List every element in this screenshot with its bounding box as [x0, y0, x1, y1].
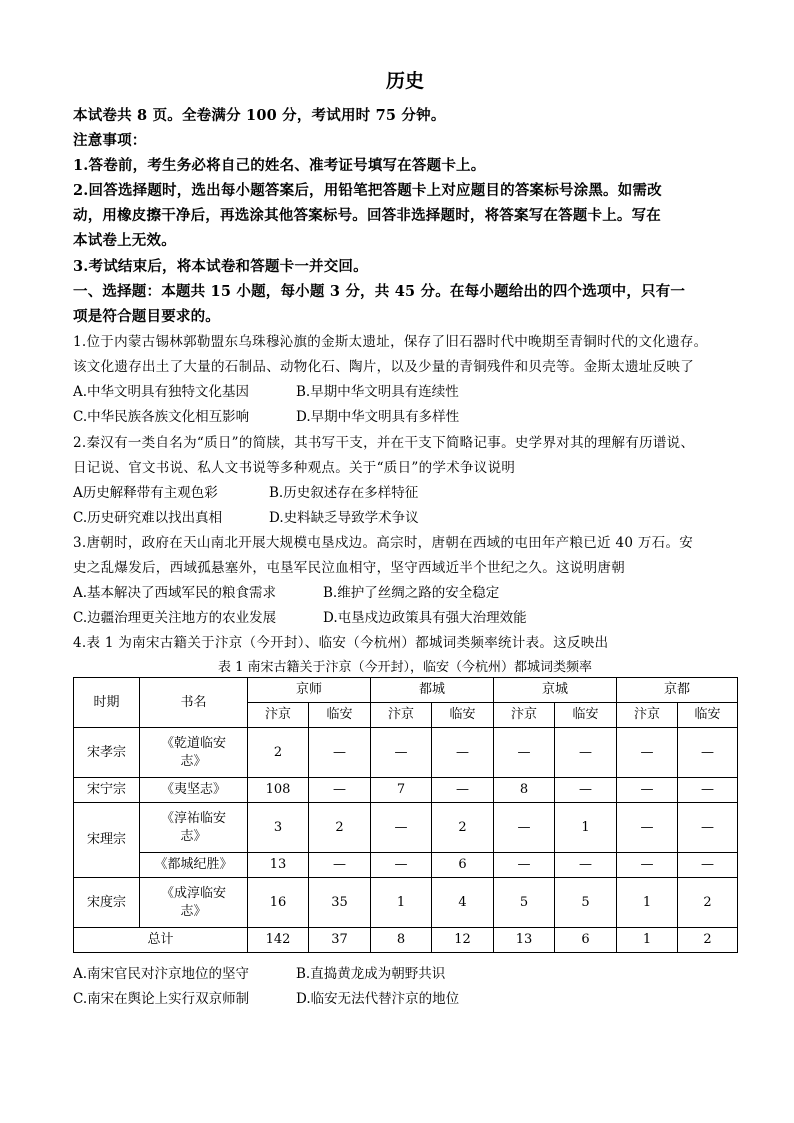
header-city: 汴京 — [371, 703, 432, 728]
value-cell: 2 — [309, 803, 371, 853]
total-cell: 37 — [309, 928, 371, 953]
book-cell: 《都城纪胜》 — [140, 853, 248, 878]
question-4-stem: 4.表 1 为南宋古籍关于汴京（今开封）、临安（今杭州）都城词类频率统计表。这反映出 — [73, 635, 609, 651]
value-cell: — — [555, 778, 617, 803]
value-cell: 2 — [432, 803, 494, 853]
value-cell: — — [617, 803, 678, 853]
total-cell: 2 — [678, 928, 738, 953]
book-cell: 《成淳临安 志》 — [140, 878, 248, 928]
question-2-option-d[interactable]: D.史料缺乏导致学术争议 — [269, 510, 419, 526]
header-city: 临安 — [432, 703, 494, 728]
frequency-table — [73, 677, 738, 953]
value-cell: 2 — [248, 728, 309, 778]
question-1-option-c[interactable]: C.中华民族各族文化相互影响 — [73, 409, 250, 425]
value-cell: — — [309, 728, 371, 778]
note-line: 2.回答选择题时，选出每小题答案后，用铅笔把答题卡上对应题目的答案标号涂黑。如需改 — [73, 182, 662, 199]
question-3-option-a[interactable]: A.基本解决了西域军民的粮食需求 — [73, 585, 277, 601]
value-cell: 6 — [432, 853, 494, 878]
value-cell: — — [617, 853, 678, 878]
value-cell: 35 — [309, 878, 371, 928]
question-1-stem: 1.位于内蒙古锡林郭勒盟东乌珠穆沁旗的金斯太遗址，保存了旧石器时代中晚期至青铜时代的文化遗存。 — [73, 334, 708, 350]
book-cell: 《乾道临安 志》 — [140, 728, 248, 778]
period-cell: 宋宁宗 — [74, 778, 140, 803]
question-4-option-d[interactable]: D.临安无法代替汴京的地位 — [296, 991, 460, 1007]
header-group: 京城 — [494, 678, 617, 703]
value-cell: — — [617, 728, 678, 778]
table-row — [74, 728, 738, 778]
question-3-option-c[interactable]: C.边疆治理更关注地方的农业发展 — [73, 610, 277, 626]
value-cell: 2 — [678, 878, 738, 928]
question-2-option-b[interactable]: B.历史叙述存在多样特征 — [269, 485, 419, 501]
value-cell: 4 — [432, 878, 494, 928]
total-label: 总计 — [74, 928, 248, 953]
note-line: 本试卷上无效。 — [73, 232, 176, 249]
question-3-stem: 3.唐朝时，政府在天山南北开展大规模屯垦戍边。高宗时，唐朝在西域的屯田年产粮已近 40 万石。安 — [73, 535, 694, 551]
period-cell: 宋理宗 — [74, 803, 140, 878]
value-cell: — — [555, 853, 617, 878]
value-cell: — — [494, 853, 555, 878]
question-3-option-b[interactable]: B.维护了丝绸之路的安全稳定 — [323, 585, 500, 601]
value-cell: — — [432, 728, 494, 778]
question-1-stem: 该文化遗存出土了大量的石制品、动物化石、陶片，以及少量的青铜残件和贝壳等。金斯太遗址反映了 — [73, 359, 694, 375]
value-cell: — — [371, 853, 432, 878]
value-cell: — — [678, 803, 738, 853]
value-cell: 1 — [371, 878, 432, 928]
value-cell: — — [494, 803, 555, 853]
value-cell: — — [371, 728, 432, 778]
total-cell: 142 — [248, 928, 309, 953]
book-cell: 《夷坚志》 — [140, 778, 248, 803]
value-cell: 8 — [494, 778, 555, 803]
question-2-option-c[interactable]: C.历史研究难以找出真相 — [73, 510, 223, 526]
table-row — [74, 853, 738, 878]
value-cell: — — [678, 853, 738, 878]
header-city: 临安 — [309, 703, 371, 728]
value-cell: 1 — [555, 803, 617, 853]
exam-info: 本试卷共 8 页。全卷满分 100 分，考试用时 75 分钟。 — [73, 107, 446, 124]
book-cell: 《淳祐临安 志》 — [140, 803, 248, 853]
header-city: 汴京 — [248, 703, 309, 728]
table-row — [74, 803, 738, 853]
value-cell: 108 — [248, 778, 309, 803]
value-cell: — — [371, 803, 432, 853]
note-line: 3.考试结束后，将本试卷和答题卡一并交回。 — [73, 258, 368, 275]
value-cell: 5 — [555, 878, 617, 928]
section-title: 一、选择题：本题共 15 小题，每小题 3 分，共 45 分。在每小题给出的四个选项中，只有一 — [73, 283, 686, 300]
value-cell: — — [678, 778, 738, 803]
header-city: 临安 — [555, 703, 617, 728]
table-row — [74, 878, 738, 928]
total-cell: 6 — [555, 928, 617, 953]
value-cell: — — [678, 728, 738, 778]
value-cell: — — [555, 728, 617, 778]
period-cell: 宋度宗 — [74, 878, 140, 928]
question-2-stem: 2.秦汉有一类自名为“质日”的简牍，其书写干支，并在干支下简略记事。史学界对其的理解有历谱说、 — [73, 435, 695, 451]
notice-title: 注意事项： — [73, 132, 147, 149]
table-row — [74, 778, 738, 803]
value-cell: 13 — [248, 853, 309, 878]
total-cell: 8 — [371, 928, 432, 953]
value-cell: 7 — [371, 778, 432, 803]
value-cell: — — [432, 778, 494, 803]
section-title-cont: 项是符合题目要求的。 — [73, 308, 220, 325]
header-group: 都城 — [371, 678, 494, 703]
value-cell: — — [617, 778, 678, 803]
header-city: 汴京 — [617, 703, 678, 728]
question-4-option-a[interactable]: A.南宋官民对汴京地位的坚守 — [73, 966, 250, 982]
question-1-option-b[interactable]: B.早期中华文明具有连续性 — [296, 384, 459, 400]
value-cell: 5 — [494, 878, 555, 928]
header-period: 时期 — [74, 678, 140, 728]
header-group: 京师 — [248, 678, 371, 703]
total-cell: 1 — [617, 928, 678, 953]
value-cell: 3 — [248, 803, 309, 853]
header-book: 书名 — [140, 678, 248, 728]
header-city: 汴京 — [494, 703, 555, 728]
question-3-option-d[interactable]: D.屯垦戍边政策具有强大治理效能 — [323, 610, 527, 626]
value-cell: 1 — [617, 878, 678, 928]
page-title: 历史 — [385, 70, 424, 92]
header-city: 临安 — [678, 703, 738, 728]
question-2-option-a[interactable]: A历史解释带有主观色彩 — [73, 485, 218, 501]
question-3-stem: 史之乱爆发后，西域孤悬塞外，屯垦军民泣血相守，坚守西域近半个世纪之久。这说明唐朝 — [73, 560, 625, 576]
note-line: 1.答卷前，考生务必将自己的姓名、准考证号填写在答题卡上。 — [73, 157, 486, 174]
question-2-stem: 日记说、官文书说、私人文书说等多种观点。关于“质日”的学术争议说明 — [73, 460, 516, 476]
table-caption: 表 1 南宋古籍关于汴京（今开封），临安（今杭州）都城词类频率 — [217, 660, 593, 675]
total-cell: 12 — [432, 928, 494, 953]
period-cell: 宋孝宗 — [74, 728, 140, 778]
note-line: 动，用橡皮擦干净后，再选涂其他答案标号。回答非选择题时，将答案写在答题卡上。写在 — [73, 207, 661, 224]
value-cell: — — [309, 853, 371, 878]
question-4-option-c[interactable]: C.南宋在舆论上实行双京师制 — [73, 991, 250, 1007]
value-cell: — — [494, 728, 555, 778]
question-4-option-b[interactable]: B.直捣黄龙成为朝野共识 — [296, 966, 446, 982]
table-total-row — [74, 928, 738, 953]
question-1-option-d[interactable]: D.早期中华文明具有多样性 — [296, 409, 460, 425]
question-1-option-a[interactable]: A.中华文明具有独特文化基因 — [73, 384, 250, 400]
value-cell: 16 — [248, 878, 309, 928]
value-cell: — — [309, 778, 371, 803]
total-cell: 13 — [494, 928, 555, 953]
header-group: 京都 — [617, 678, 738, 703]
